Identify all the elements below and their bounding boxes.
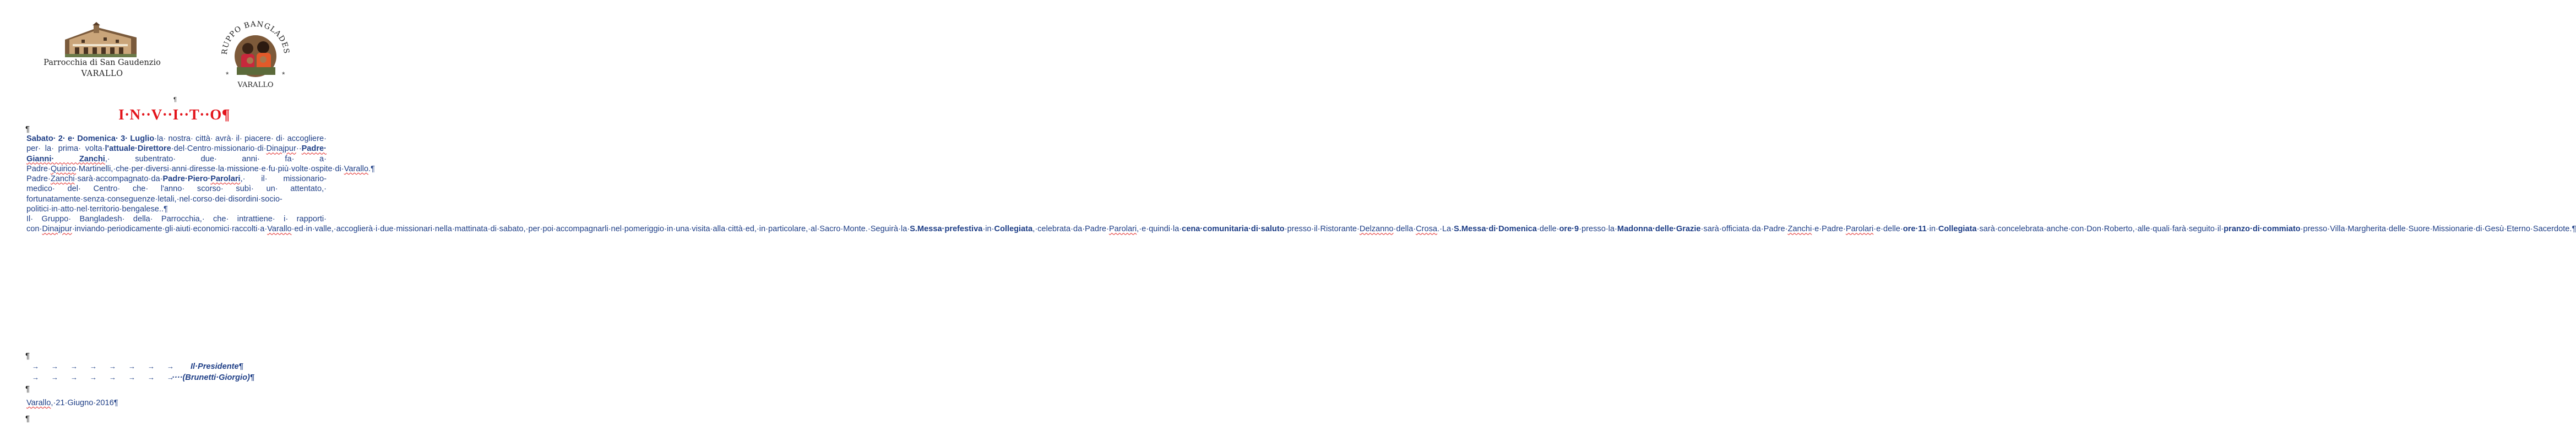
paragraph-2 — [26, 174, 327, 214]
text-run: ,· subentrato· due· anni· fa· a· Padre· — [26, 154, 327, 173]
title-text: I·N··V··I··T··O — [118, 106, 222, 123]
bold-text: Collegiata — [1938, 225, 1977, 234]
text-run: ·del·Centro·missionario·di· — [171, 144, 267, 154]
text-run: ·sarà·accompagnato·da· — [74, 175, 163, 183]
star-right-icon: * — [282, 70, 285, 79]
text-run: ·la· nostra· città· avrà· il· piacere· di· accogliere· per· la· prima· volta· — [26, 134, 327, 154]
parish-logo — [43, 22, 161, 85]
signature-name: ····(Brunetti·Giorgio)¶ — [172, 373, 254, 382]
group-name-arc: RUPPO BANGLADES — [220, 19, 291, 55]
signature-title: Il·Presidente¶ — [191, 362, 243, 371]
title-pilcrow: ¶ — [221, 106, 230, 123]
paragraph-mark: ¶ — [25, 351, 30, 361]
church-illustration — [65, 23, 137, 57]
spellcheck-word: Parolari — [1845, 225, 1874, 234]
star-left-icon: * — [226, 70, 229, 79]
text-run: ·e·delle· — [1873, 225, 1903, 234]
spellcheck-word: Quirico — [50, 164, 77, 173]
text-run: ,·celebrata·da·Padre· — [1032, 225, 1109, 234]
group-bangladesh-emblem — [216, 12, 296, 89]
spellcheck-word: Parolari — [1108, 225, 1137, 234]
tab-arrows: →→→→→→→→ — [32, 373, 186, 382]
signature-name-line — [32, 373, 329, 384]
bold-text: Padre·Piero· — [162, 175, 211, 183]
text-run: .·La· — [1437, 225, 1454, 234]
spellcheck-word: Dinajpur — [266, 144, 296, 154]
bold-text: ore·9 — [1559, 225, 1579, 234]
tab-arrows: →→→→→→→→ — [32, 362, 186, 370]
spellcheck-word: Delzanno — [1359, 225, 1394, 234]
bold-text: l'attuale·Direttore — [105, 144, 171, 154]
invitation-title — [0, 106, 349, 123]
bold-text: Padre· Gianni· Zanchi — [26, 144, 327, 164]
spellcheck-word: Zanchi — [1787, 225, 1812, 234]
date-line — [26, 399, 118, 407]
spellcheck-word: Crosa — [1416, 225, 1438, 234]
bold-text: pranzo·di·commiato — [2224, 225, 2301, 234]
paragraph-3 — [26, 214, 2576, 235]
text-run: ·delle· — [1536, 225, 1559, 234]
paragraph-mark-top: ¶ — [173, 96, 177, 103]
text-run: ·inviando·periodicamente·gli·aiuti·economici·raccolti·a· — [72, 225, 268, 234]
bold-text: Madonna·delle·Grazie — [1617, 225, 1701, 234]
paragraph-1 — [26, 134, 375, 174]
text-run: ·in· — [982, 225, 994, 234]
text-run: ·sarà·concelebrata·anche·con·Don·Roberto,·alle·quali·farà·seguito·il· — [1976, 225, 2224, 234]
text-run: ·· — [296, 144, 302, 154]
invitation-body — [26, 134, 2576, 235]
text-run: ,·e·quindi·la· — [1137, 225, 1182, 234]
text-run: ·presso·Villa·Margherita·delle·Suore·Missionarie·di·Gesù·Eterno·Sacerdote.¶ — [2300, 225, 2576, 234]
paragraph-mark: ¶ — [25, 414, 30, 423]
text-run: ·Martinelli,·che·per·diversi·anni·diresse·la·missione·e·fu·più·volte·ospite·di· — [76, 164, 344, 173]
parish-name: Parrocchia di San Gaudenzio — [44, 58, 161, 67]
text-run: Padre· — [26, 175, 51, 183]
text-run: ·presso·la· — [1579, 225, 1617, 234]
spellcheck-word: Varallo — [267, 225, 292, 234]
spellcheck-word: Zanchi — [50, 175, 75, 183]
text-run: ·presso·il·Ristorante· — [1284, 225, 1360, 234]
text-run: ·sarà·officiata·da·Padre· — [1700, 225, 1788, 234]
text-run: ·ed·in·valle,·accoglierà·i·due·missionari·nella·mattinata·di·sabato,·per·poi·accompagnarli·nel·pomeriggio·in·una·visita·alla·città·ed,·in·particolare,·al·Sacro·Monte.·Seguirà·la· — [291, 225, 910, 234]
group-city: VARALLO — [237, 81, 274, 89]
parish-city: VARALLO — [81, 69, 123, 78]
text-run: Il· Gruppo· Bangladesh· della· Parrocchia,· che· intrattiene· i· rapporti· con· — [26, 215, 327, 234]
text-run: ·e·Padre· — [1812, 225, 1846, 234]
text-run: ·della· — [1393, 225, 1416, 234]
bold-text: Parolari — [210, 175, 241, 183]
bold-text: S.Messa·prefestiva — [910, 225, 983, 234]
paragraph-mark: ¶ — [25, 124, 30, 134]
text-run: .¶ — [368, 164, 375, 173]
spellcheck-word: Dinajpur — [42, 225, 72, 234]
date-rest: ,·21·Giugno·2016¶ — [51, 399, 118, 407]
paragraph-mark: ¶ — [25, 384, 30, 394]
signature-title-line — [32, 362, 329, 373]
spellcheck-word: Varallo — [344, 164, 368, 173]
bold-text: cena·comunitaria·di·saluto — [1182, 225, 1285, 234]
bold-text: Sabato· 2· e· Domenica· 3· Luglio — [26, 134, 155, 143]
date-place: Varallo — [26, 399, 51, 407]
text-run: ·in· — [1926, 225, 1938, 234]
bold-text: S.Messa·di·Domenica — [1454, 225, 1537, 234]
group-logo — [216, 12, 296, 89]
bold-text: ore·11 — [1903, 225, 1927, 234]
bold-text: Collegiata — [994, 225, 1033, 234]
text-run: ,· il· missionario-medico· del· Centro· che· l'anno· scorso· subì· un· attentato,· fortunatamente·senza·conseguenze·letali,·nel·corso·dei·disordini·socio-politici·in·atto·nel·territorio·bengalese..¶ — [26, 175, 327, 214]
